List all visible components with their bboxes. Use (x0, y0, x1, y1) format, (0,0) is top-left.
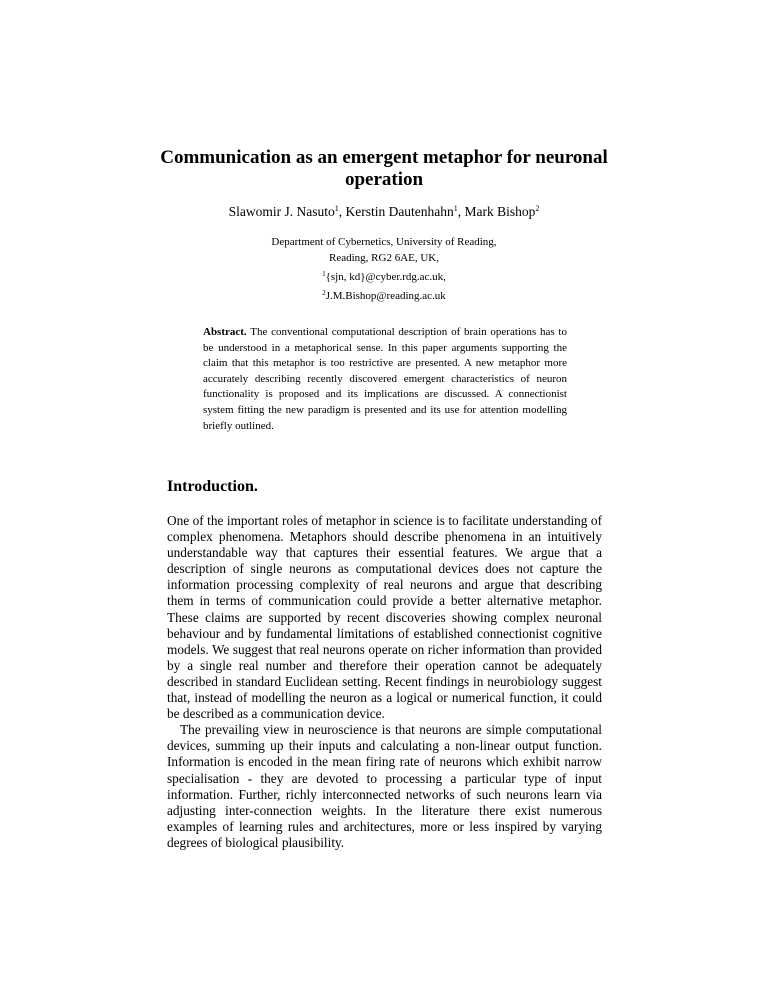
abstract (203, 325, 567, 434)
affiliation-email-1 (180, 266, 588, 285)
section-body (167, 513, 602, 851)
author-affiliation-mark: 2 (535, 204, 540, 213)
email-address: {sjn, kd}@cyber.rdg.ac.uk, (325, 271, 446, 283)
author-name: Kerstin Dautenhahn (345, 204, 454, 219)
email-affiliation-mark: 2 (322, 289, 326, 297)
author-list: Slawomir J. Nasuto$^1$, Kerstin Dautenhahn$^1$, Mark Bishop$^2$ (228, 204, 540, 219)
affiliation-address: Reading, RG2 6AE, UK, (329, 252, 439, 264)
body-paragraph: One of the important roles of metaphor in science is to facilitate understanding of complex phenomena. Metaphors should describe phenomena in an intuitively understandable way that captures their essential features. We argue that a description of single neurons as computational devices does not capture the information processing complexity of real neurons and argue that describing them in terms of communication could provide a better alternative metaphor. These claims are supported by recent discoveries showing complex neuronal behaviour and by fundamental limitations of established connectionist cognitive models. We suggest that real neurons operate on richer information than provided by a single real number and therefore their operation cannot be adequately described in standard Euclidean setting. Recent findings in neurobiology suggest that, instead of modelling the neuron as a logical or numerical function, it could be described as a communication device. (167, 513, 602, 722)
author-name: Mark Bishop (464, 204, 536, 219)
email-affiliation-mark: 1 (322, 270, 326, 278)
abstract-label: Abstract. (203, 326, 247, 338)
author-affiliation-mark: 1 (334, 204, 339, 213)
abstract-text: The conventional computational description of brain operations has to be understood in a metaphorical sense. In this paper arguments supporting the claim that this metaphor is too restrictive are presented. A new metaphor more accurately describing recently discovered emergent characteristics of neuron functionality is proposed and its implications are discussed. A connectionist system fitting the new paradigm is presented and its use for attention modelling briefly outlined. (203, 326, 567, 432)
affiliation-block (180, 234, 588, 304)
affiliation-email-2 (180, 285, 588, 304)
email-address: J.M.Bishop@reading.ac.uk (325, 290, 446, 302)
paper-title: Communication as an emergent metaphor for neuronal operation (160, 147, 608, 190)
author-affiliation-mark: 1 (453, 204, 458, 213)
body-paragraph: The prevailing view in neuroscience is that neurons are simple computational devices, summing up their inputs and calculating a non-linear output function. Information is encoded in the mean firing rate of neurons which exhibit narrow specialisation - they are devoted to processing a particular type of input information. Further, richly interconnected networks of such neurons learn via adjusting inter-connection weights. In the literature there exist numerous examples of learning rules and architectures, more or less inspired by varying degrees of biological plausibility. (167, 722, 602, 850)
affiliation-department: Department of Cybernetics, University of Reading, (271, 236, 497, 248)
section-heading: Introduction. (167, 478, 258, 495)
author-name: Slawomir J. Nasuto (228, 204, 335, 219)
